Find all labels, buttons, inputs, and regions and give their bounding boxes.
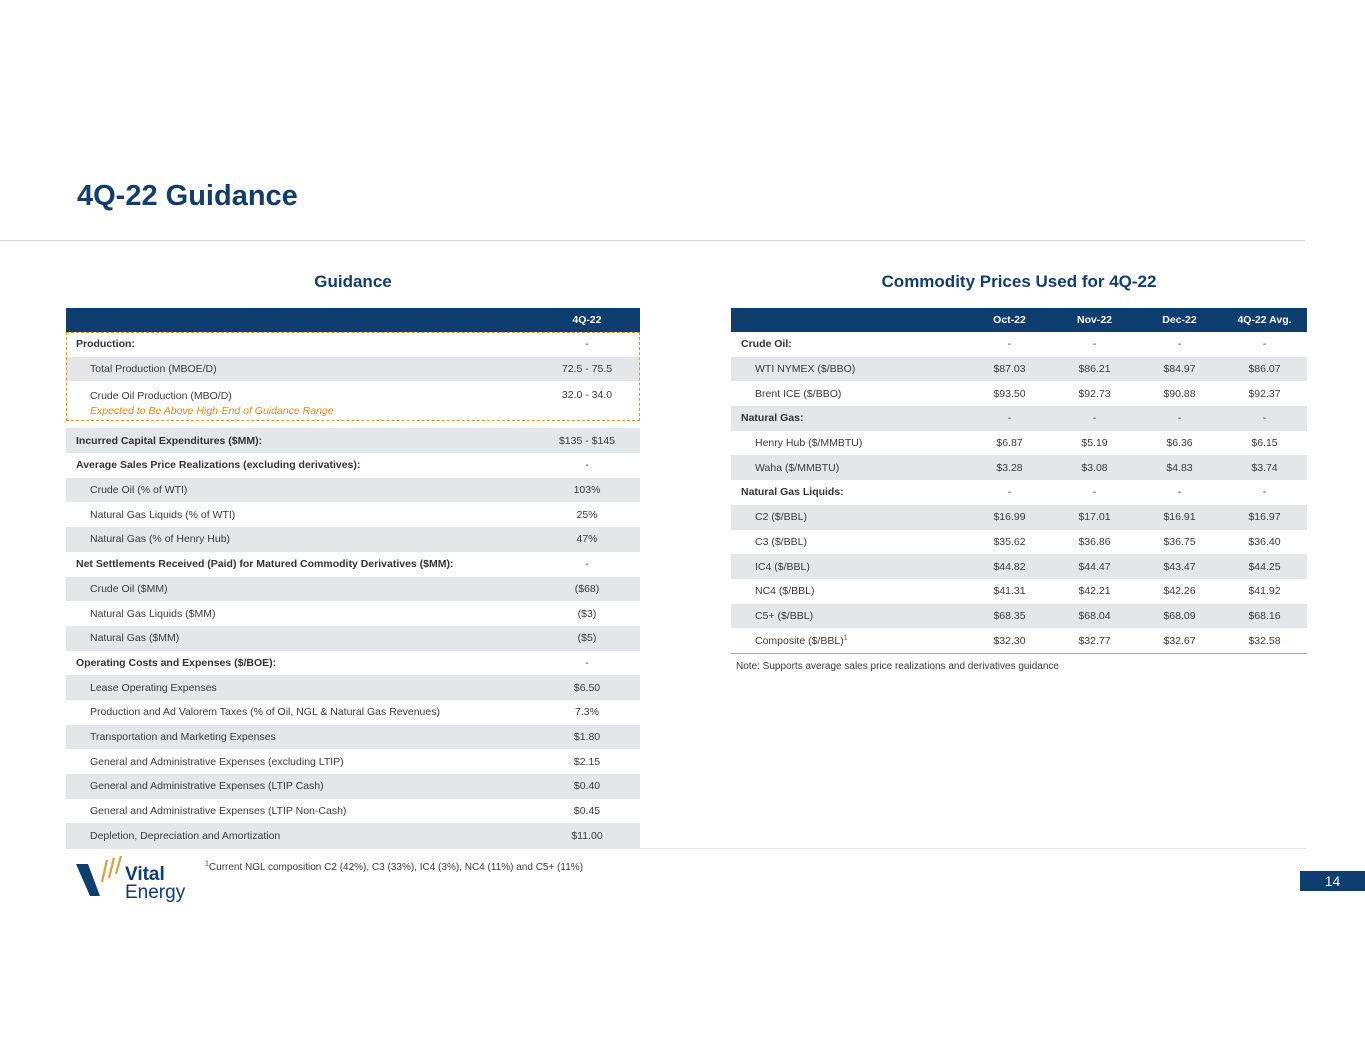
guidance-row-label xyxy=(66,577,534,602)
prices-cell: $43.47 xyxy=(1137,554,1222,579)
guidance-label-header xyxy=(66,308,534,332)
prices-row-label xyxy=(731,604,967,629)
prices-cell: $44.47 xyxy=(1052,554,1137,579)
guidance-row xyxy=(66,823,640,848)
guidance-row-label xyxy=(66,675,534,700)
guidance-row-label xyxy=(66,332,534,357)
prices-row-label xyxy=(731,628,967,653)
prices-cell: $32.58 xyxy=(1222,628,1307,653)
guidance-row-value: 72.5 - 75.5 xyxy=(534,357,640,382)
guidance-row xyxy=(66,552,640,577)
prices-cell: $93.50 xyxy=(967,381,1052,406)
prices-cell: - xyxy=(1137,406,1222,431)
guidance-label-text: Natural Gas (% of Henry Hub) xyxy=(90,533,231,546)
prices-cell: $87.03 xyxy=(967,357,1052,382)
prices-label-text: Composite ($/BBL) xyxy=(755,634,844,647)
guidance-row-value: - xyxy=(534,332,640,357)
prices-column-header: Nov-22 xyxy=(1052,308,1137,332)
prices-row xyxy=(731,381,1307,406)
prices-label-text: NC4 ($/BBL) xyxy=(755,585,815,598)
prices-row xyxy=(731,628,1307,653)
guidance-row-label xyxy=(66,381,534,428)
guidance-row-value: $1.80 xyxy=(534,725,640,750)
prices-row-label xyxy=(731,579,967,604)
prices-cell: $41.92 xyxy=(1222,579,1307,604)
guidance-row-label xyxy=(66,502,534,527)
guidance-label-text: General and Administrative Expenses (excluding LTIP) xyxy=(90,755,344,768)
guidance-period-header: 4Q-22 xyxy=(534,308,640,332)
prices-row-label xyxy=(731,381,967,406)
guidance-row-label xyxy=(66,749,534,774)
prices-row xyxy=(731,480,1307,505)
prices-cell: $44.82 xyxy=(967,554,1052,579)
prices-cell: $44.25 xyxy=(1222,554,1307,579)
guidance-row xyxy=(66,527,640,552)
guidance-label-text: Natural Gas ($MM) xyxy=(90,632,180,645)
guidance-label-text: Crude Oil ($MM) xyxy=(90,582,168,595)
guidance-row-label xyxy=(66,823,534,848)
prices-cell: - xyxy=(1222,480,1307,505)
prices-row-label xyxy=(731,332,967,357)
guidance-row-value: ($5) xyxy=(534,626,640,651)
guidance-row-value: ($68) xyxy=(534,577,640,602)
prices-cell: $41.31 xyxy=(967,579,1052,604)
prices-cell: $35.62 xyxy=(967,530,1052,555)
prices-label-text: Crude Oil: xyxy=(741,338,792,351)
guidance-row xyxy=(66,700,640,725)
prices-row-label xyxy=(731,530,967,555)
prices-row xyxy=(731,604,1307,629)
prices-cell: $32.30 xyxy=(967,628,1052,653)
guidance-row-value: - xyxy=(534,453,640,478)
guidance-row xyxy=(66,799,640,824)
prices-cell: $68.35 xyxy=(967,604,1052,629)
prices-cell: - xyxy=(1137,332,1222,357)
guidance-row xyxy=(66,428,640,453)
guidance-row-value: $6.50 xyxy=(534,675,640,700)
prices-cell: $5.19 xyxy=(1052,431,1137,456)
prices-label-text: Brent ICE ($/BBO) xyxy=(755,387,842,400)
prices-cell: $16.99 xyxy=(967,505,1052,530)
guidance-row-value: $0.40 xyxy=(534,774,640,799)
guidance-row-value: $2.15 xyxy=(534,749,640,774)
title-divider xyxy=(0,240,1305,241)
commodity-prices-heading: Commodity Prices Used for 4Q-22 xyxy=(881,272,1157,291)
prices-label-text: Waha ($/MMBTU) xyxy=(755,461,840,474)
prices-label-header xyxy=(731,308,967,332)
guidance-row-label xyxy=(66,725,534,750)
prices-label-text: Henry Hub ($/MMBTU) xyxy=(755,437,863,450)
logo-word-2: Energy xyxy=(125,882,186,903)
footnote-mark: 1 xyxy=(843,634,848,642)
prices-cell: $42.26 xyxy=(1137,579,1222,604)
guidance-row-label xyxy=(66,626,534,651)
guidance-row-label xyxy=(66,651,534,676)
logo-stroke-1 xyxy=(102,860,107,882)
prices-cell: $86.21 xyxy=(1052,357,1137,382)
guidance-row xyxy=(66,749,640,774)
guidance-row-label xyxy=(66,527,534,552)
prices-cell: - xyxy=(967,480,1052,505)
prices-row xyxy=(731,505,1307,530)
logo-stroke-2 xyxy=(109,858,114,878)
prices-cell: $42.21 xyxy=(1052,579,1137,604)
guidance-row xyxy=(66,453,640,478)
prices-cell: $3.08 xyxy=(1052,455,1137,480)
guidance-label-text: Transportation and Marketing Expenses xyxy=(90,730,276,743)
guidance-row-label xyxy=(66,700,534,725)
prices-cell: $92.73 xyxy=(1052,381,1137,406)
footnote xyxy=(205,862,583,873)
prices-cell: $68.16 xyxy=(1222,604,1307,629)
guidance-label-text: Net Settlements Received (Paid) for Matured Commodity Derivatives ($MM): xyxy=(76,558,454,571)
guidance-label-text: General and Administrative Expenses (LTIP Cash) xyxy=(90,780,324,793)
prices-label-text: Natural Gas Liquids: xyxy=(741,486,844,499)
guidance-row xyxy=(66,675,640,700)
guidance-row-label xyxy=(66,478,534,503)
prices-row xyxy=(731,431,1307,456)
prices-cell: $3.74 xyxy=(1222,455,1307,480)
prices-row-label xyxy=(731,554,967,579)
prices-label-text: C5+ ($/BBL) xyxy=(755,609,814,622)
guidance-label-text: Average Sales Price Realizations (excluding derivatives): xyxy=(76,459,361,472)
prices-cell: $68.04 xyxy=(1052,604,1137,629)
prices-row-label xyxy=(731,431,967,456)
guidance-row-label xyxy=(66,774,534,799)
guidance-row xyxy=(66,725,640,750)
logo-stroke-3 xyxy=(116,856,121,874)
prices-cell: $92.37 xyxy=(1222,381,1307,406)
prices-column-header: Oct-22 xyxy=(967,308,1052,332)
footnote-text: Current NGL composition C2 (42%), C3 (33%), IC4 (3%), NC4 (11%) and C5+ (11%) xyxy=(208,862,584,873)
prices-cell: $36.40 xyxy=(1222,530,1307,555)
prices-cell: $6.87 xyxy=(967,431,1052,456)
prices-row xyxy=(731,579,1307,604)
page-number: 14 xyxy=(1300,871,1365,891)
prices-cell: - xyxy=(1052,406,1137,431)
guidance-table-header xyxy=(66,308,640,332)
guidance-table xyxy=(66,308,640,849)
prices-cell: $32.67 xyxy=(1137,628,1222,653)
prices-cell: $36.86 xyxy=(1052,530,1137,555)
prices-cell: - xyxy=(967,406,1052,431)
guidance-row xyxy=(66,357,640,382)
guidance-row-value: - xyxy=(534,552,640,577)
prices-label-text: C3 ($/BBL) xyxy=(755,535,807,548)
prices-cell: $3.28 xyxy=(967,455,1052,480)
guidance-row-label xyxy=(66,601,534,626)
guidance-row-value: 25% xyxy=(534,502,640,527)
guidance-label-text: Lease Operating Expenses xyxy=(90,681,217,694)
prices-cell: $17.01 xyxy=(1052,505,1137,530)
guidance-label-text: Depletion, Depreciation and Amortization xyxy=(90,829,281,842)
guidance-row xyxy=(66,332,640,357)
prices-cell: $6.15 xyxy=(1222,431,1307,456)
logo-word-1: Vital xyxy=(125,864,165,885)
guidance-row-value: $11.00 xyxy=(534,823,640,848)
vital-energy-logo xyxy=(76,856,206,904)
prices-cell: - xyxy=(1052,332,1137,357)
prices-row xyxy=(731,554,1307,579)
prices-note: Note: Supports average sales price realizations and derivatives guidance xyxy=(736,661,1059,672)
prices-row xyxy=(731,455,1307,480)
footnote-mark: 1 xyxy=(205,860,209,868)
guidance-row xyxy=(66,774,640,799)
guidance-row xyxy=(66,626,640,651)
guidance-row xyxy=(66,502,640,527)
guidance-row-label xyxy=(66,453,534,478)
guidance-row-value: $0.45 xyxy=(534,799,640,824)
production-guidance-note: Expected to Be Above High-End of Guidance Range xyxy=(90,405,334,418)
commodity-prices-table xyxy=(731,308,1307,654)
prices-table-header xyxy=(731,308,1307,332)
prices-cell: - xyxy=(1052,480,1137,505)
prices-cell: $84.97 xyxy=(1137,357,1222,382)
prices-row xyxy=(731,406,1307,431)
guidance-row-value: ($3) xyxy=(534,601,640,626)
prices-cell: $6.36 xyxy=(1137,431,1222,456)
prices-label-text: IC4 ($/BBL) xyxy=(755,560,810,573)
logo-mark-icon xyxy=(76,864,100,896)
guidance-label-text: General and Administrative Expenses (LTIP Non-Cash) xyxy=(90,805,347,818)
prices-cell: $16.97 xyxy=(1222,505,1307,530)
guidance-row xyxy=(66,577,640,602)
guidance-row xyxy=(66,601,640,626)
prices-column-header: 4Q-22 Avg. xyxy=(1222,308,1307,332)
prices-cell: $86.07 xyxy=(1222,357,1307,382)
guidance-row-value: 32.0 - 34.0 xyxy=(534,381,640,428)
guidance-label-text: Crude Oil Production (MBO/D) xyxy=(90,390,232,403)
guidance-heading: Guidance xyxy=(314,272,392,291)
prices-label-text: WTI NYMEX ($/BBO) xyxy=(755,363,856,376)
guidance-label-text: Production and Ad Valorem Taxes (% of Oil, NGL & Natural Gas Revenues) xyxy=(90,706,440,719)
guidance-label-text: Natural Gas Liquids ($MM) xyxy=(90,607,216,620)
guidance-row-label xyxy=(66,552,534,577)
guidance-label-text: Total Production (MBOE/D) xyxy=(90,363,217,376)
prices-row xyxy=(731,530,1307,555)
prices-cell: $36.75 xyxy=(1137,530,1222,555)
guidance-label-text: Operating Costs and Expenses ($/BOE): xyxy=(76,656,277,669)
prices-column-header: Dec-22 xyxy=(1137,308,1222,332)
page-title: 4Q-22 Guidance xyxy=(77,180,298,212)
prices-label-text: Natural Gas: xyxy=(741,412,804,425)
prices-row xyxy=(731,357,1307,382)
guidance-row-label xyxy=(66,799,534,824)
guidance-label-text: Production: xyxy=(76,338,135,351)
prices-row-label xyxy=(731,505,967,530)
guidance-label-text: Natural Gas Liquids (% of WTI) xyxy=(90,508,236,521)
guidance-row xyxy=(66,381,640,428)
prices-cell: $4.83 xyxy=(1137,455,1222,480)
guidance-row-label xyxy=(66,357,534,382)
footer-divider xyxy=(66,848,1306,849)
guidance-row-value: $135 - $145 xyxy=(534,428,640,453)
prices-label-text: C2 ($/BBL) xyxy=(755,511,807,524)
guidance-row xyxy=(66,651,640,676)
prices-cell: - xyxy=(1137,480,1222,505)
guidance-row xyxy=(66,478,640,503)
prices-cell: $32.77 xyxy=(1052,628,1137,653)
prices-cell: - xyxy=(967,332,1052,357)
guidance-row-label xyxy=(66,428,534,453)
guidance-row-value: 103% xyxy=(534,478,640,503)
guidance-label-text: Incurred Capital Expenditures ($MM): xyxy=(76,434,263,447)
prices-cell: $16.91 xyxy=(1137,505,1222,530)
guidance-row-value: 7.3% xyxy=(534,700,640,725)
prices-cell: - xyxy=(1222,332,1307,357)
prices-row-label xyxy=(731,406,967,431)
prices-row xyxy=(731,332,1307,357)
prices-cell: $68.09 xyxy=(1137,604,1222,629)
prices-row-label xyxy=(731,480,967,505)
guidance-row-value: 47% xyxy=(534,527,640,552)
prices-cell: $90.88 xyxy=(1137,381,1222,406)
guidance-row-value: - xyxy=(534,651,640,676)
prices-cell: - xyxy=(1222,406,1307,431)
prices-row-label xyxy=(731,455,967,480)
prices-row-label xyxy=(731,357,967,382)
guidance-label-text: Crude Oil (% of WTI) xyxy=(90,484,188,497)
